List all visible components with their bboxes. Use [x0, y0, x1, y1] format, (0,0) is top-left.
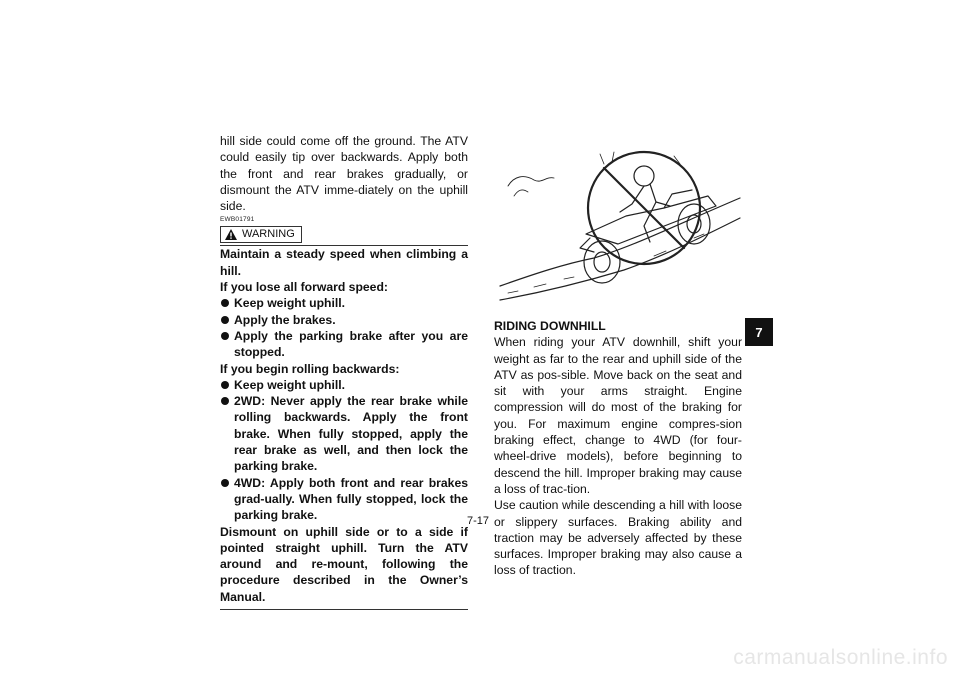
list-item: 2WD: Never apply the rear brake while rolling backwards. Apply the front brake. When fully stopped, apply the rear brake as well, and then lock the parking brake. [220, 393, 468, 474]
chapter-tab: 7 [745, 318, 773, 346]
list-item: Apply the parking brake after you are stopped. [220, 328, 468, 361]
atv-downhill-prohibited-icon [494, 146, 744, 308]
left-column [220, 133, 468, 610]
rolling-back-text: If you begin rolling backwards: [220, 361, 400, 376]
warning-triangle-icon [225, 229, 237, 240]
reference-code: EWB01791 [220, 216, 255, 224]
right-column [494, 318, 742, 579]
warning-badge [220, 226, 302, 243]
dismount-text: Dismount on uphill side or to a side if pointed straight uphill. Turn the ATV around and re-mount, following the procedure described in the Owner’s Manual. [220, 524, 468, 604]
downhill-paragraph: When riding your ATV downhill, shift your weight as far to the rear and uphill side of the ATV as pos-sible. Move back on the seat and sit with your arms straight. Engine compression will do most of the braking for you. For maximum engine compres-sion braking effect, change to 4WD (for four-wheel-drive models), before beginning to descend the hill. Improper braking may cause a loss of trac-tion. [494, 335, 742, 496]
forward-speed-list [220, 295, 468, 360]
warning-end-rule [220, 605, 468, 610]
lose-speed-text: If you lose all forward speed: [220, 280, 388, 295]
warning-body [220, 246, 468, 605]
warning-header [220, 226, 468, 246]
warning-label: WARNING [242, 228, 295, 241]
list-item: 4WD: Apply both front and rear brakes grad-ually. When fully stopped, lock the parking brake. [220, 475, 468, 524]
list-item: Keep weight uphill. [220, 377, 468, 393]
section-title: RIDING DOWNHILL [494, 319, 606, 333]
watermark: carmanualsonline.info [733, 646, 948, 669]
page-number: 7-17 [467, 515, 490, 527]
caution-paragraph: Use caution while descending a hill with loose or slippery surfaces. Braking ability and traction may be adversely affected by these surfaces. Improper braking may also cause a loss of traction. [494, 498, 742, 578]
list-item: Apply the brakes. [220, 312, 468, 328]
list-item: Keep weight uphill. [220, 295, 468, 311]
rolling-back-list [220, 377, 468, 524]
steady-speed-text: Maintain a steady speed when climbing a hill. [220, 247, 468, 278]
intro-paragraph: hill side could come off the ground. The ATV could easily tip over backwards. Apply both the front and rear brakes gradually, or dismount the ATV imme-diately on the uphill side. [220, 134, 468, 214]
